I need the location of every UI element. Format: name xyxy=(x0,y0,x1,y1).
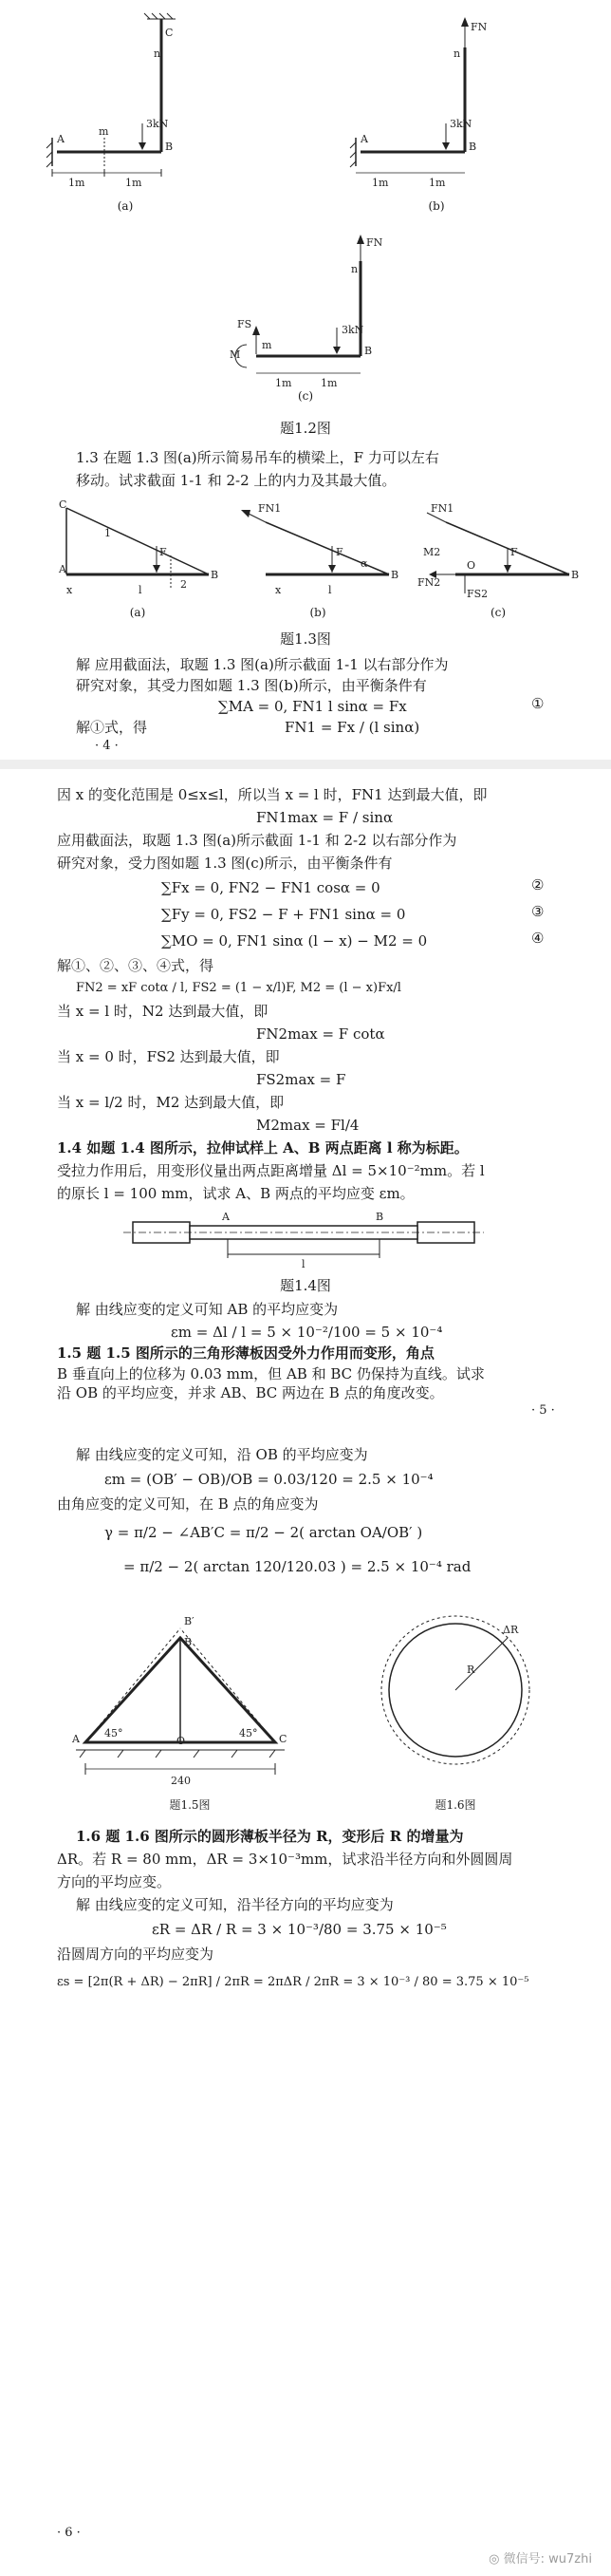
p5-eq5: FN2 = xF cotα / l, FS2 = (1 − x/l)F, M2 = (l − x)Fx/l xyxy=(76,981,401,995)
dim-1: 1m xyxy=(372,177,389,189)
p6-line2: 由角应变的定义可知，在 B 点的角应变为 xyxy=(57,1495,319,1513)
p5-line11: 解 由线应变的定义可知 AB 的平均应变为 xyxy=(76,1301,339,1318)
svg-text:F: F xyxy=(510,546,518,558)
p5-line7: 当 x = l/2 时，M2 达到最大值，即 xyxy=(57,1094,285,1111)
page-4 xyxy=(0,0,611,736)
svg-text:FS2: FS2 xyxy=(467,588,489,600)
p5-line8: 1.4 如题 1.4 图所示，拉伸试样上 A、B 两点距离 l 称为标距。 xyxy=(57,1139,469,1156)
page-separator xyxy=(0,760,611,769)
p6-line7: 沿圆周方向的平均应变为 xyxy=(57,1946,214,1963)
p5-eq2-num: ② xyxy=(531,876,545,893)
svg-text:B: B xyxy=(571,569,580,581)
p5-line1: 因 x 的变化范围是 0≤x≤l，所以当 x = l 时，FN1 达到最大值，即 xyxy=(57,786,488,803)
p5-line3: 研究对象，受力图如题 1.3 图(c)所示，由平衡条件有 xyxy=(57,855,393,872)
figure-1-6 xyxy=(370,1605,541,1776)
label-m: m xyxy=(99,125,109,138)
figure-1-3a xyxy=(57,498,218,603)
figure-1-2c xyxy=(209,233,398,394)
svg-text:F: F xyxy=(336,546,343,558)
watermark-text: 微信号: wu7zhi xyxy=(503,2552,592,2567)
figure-caption-1-5: 题1.5图 xyxy=(169,1798,211,1812)
svg-text:1: 1 xyxy=(104,527,111,539)
figure-caption-1-6: 题1.6图 xyxy=(435,1798,476,1812)
page-number-6: · 6 · xyxy=(57,2526,81,2540)
equation-1b: FN1 = Fx / (l sinα) xyxy=(285,719,420,736)
svg-text:FN1: FN1 xyxy=(431,502,454,515)
svg-text:M2: M2 xyxy=(423,546,441,558)
label-FN: FN xyxy=(366,236,383,249)
equation-1-number: ① xyxy=(531,695,545,712)
label-n: n xyxy=(351,263,359,275)
sub-caption-1-3c: (c) xyxy=(490,606,507,619)
page-6 xyxy=(0,1434,611,2576)
svg-text:B: B xyxy=(391,569,399,581)
p5-line6: 当 x = 0 时，FS2 达到最大值，即 xyxy=(57,1048,280,1065)
svg-text:2: 2 xyxy=(180,578,187,591)
svg-text:l: l xyxy=(139,584,142,596)
svg-text:x: x xyxy=(275,584,282,596)
p5-eq3: ∑Fy = 0, FS2 − F + FN1 sinα = 0 xyxy=(161,906,406,923)
svg-text:B: B xyxy=(211,569,219,581)
figure-1-5 xyxy=(66,1600,304,1790)
p5-line4: 解①、②、③、④式，得 xyxy=(57,957,214,974)
p6-eq2b: = π/2 − 2( arctan 120/120.03 ) = 2.5 × 10⁻⁴ rad xyxy=(123,1558,472,1575)
label-R: R xyxy=(467,1664,475,1676)
equation-1: ∑MA = 0, FN1 l sinα = Fx xyxy=(218,698,407,715)
label-B: B xyxy=(376,1211,384,1223)
p6-line3: 1.6 题 1.6 图所示的圆形薄板半径为 R，变形后 R 的增量为 xyxy=(76,1828,464,1845)
svg-text:A: A xyxy=(59,563,66,575)
svg-text:x: x xyxy=(66,584,73,596)
solution-line3: 解①式，得 xyxy=(76,719,148,736)
label-n: n xyxy=(454,47,461,60)
label-l: l xyxy=(302,1258,306,1270)
dim-2: 1m xyxy=(321,377,338,389)
p6-line4: ΔR。若 R = 80 mm，ΔR = 3×10⁻³mm，试求沿半径方向和外圆圆周 xyxy=(57,1851,513,1868)
label-A: A xyxy=(57,133,65,145)
label-FS: FS xyxy=(237,318,252,330)
p6-line6: 解 由线应变的定义可知，沿半径方向的平均应变为 xyxy=(76,1896,394,1913)
label-A: A xyxy=(361,133,368,145)
p5-eq7: FS2max = F xyxy=(256,1071,346,1088)
sub-caption-1-3b: (b) xyxy=(309,606,326,619)
sub-caption-c: (c) xyxy=(297,389,314,403)
wechat-icon: ◎ xyxy=(489,2552,504,2567)
p5-eq6: FN2max = F cotα xyxy=(256,1025,385,1043)
svg-text:C: C xyxy=(59,498,67,511)
figure-1-2a xyxy=(38,9,209,199)
watermark xyxy=(489,2548,592,2567)
label-Bp: B′ xyxy=(184,1615,194,1627)
label-M: M xyxy=(230,348,241,361)
label-dR: ΔR xyxy=(503,1624,519,1636)
label-n: n xyxy=(154,47,161,60)
page-number-4: · 4 · xyxy=(95,739,119,753)
label-B: B xyxy=(364,345,373,357)
p5-eq1: FN1max = F / sinα xyxy=(256,809,394,826)
label-A: A xyxy=(72,1733,80,1745)
label-45a: 45° xyxy=(104,1727,123,1739)
sub-caption-1-3a: (a) xyxy=(129,606,146,619)
p6-eq1: εm = (OB′ − OB)/OB = 0.03/120 = 2.5 × 10⁻⁴ xyxy=(104,1471,434,1488)
solution-line2: 研究对象，其受力图如题 1.3 图(b)所示，由平衡条件有 xyxy=(76,677,427,694)
p6-line1: 解 由线应变的定义可知，沿 OB 的平均应变为 xyxy=(76,1446,368,1463)
label-45b: 45° xyxy=(239,1727,258,1739)
figure-caption-1-3: 题1.3图 xyxy=(280,630,331,648)
p6-eq3: εR = ΔR / R = 3 × 10⁻³/80 = 3.75 × 10⁻⁵ xyxy=(152,1921,447,1938)
page-number-5: · 5 · xyxy=(531,1403,555,1418)
label-m: m xyxy=(262,339,272,351)
page-5 xyxy=(0,774,611,1382)
dim-1: 1m xyxy=(275,377,292,389)
figure-1-3b xyxy=(237,498,398,603)
p5-line9: 受拉力作用后，用变形仪量出两点距离增量 Δl = 5×10⁻²mm。若 l xyxy=(57,1162,485,1179)
label-B: B xyxy=(469,141,477,153)
p5-line12: 1.5 题 1.5 图所示的三角形薄板因受外力作用而变形，角点 xyxy=(57,1344,435,1362)
p6-eq2a: γ = π/2 − ∠AB′C = π/2 − 2( arctan OA/OB′ ) xyxy=(104,1524,423,1541)
load-label: 3kN xyxy=(146,118,169,130)
p5-line14: 沿 OB 的平均应变，并求 AB、BC 两边在 B 点的角度改变。 xyxy=(57,1384,444,1401)
svg-text:l: l xyxy=(328,584,332,596)
dim-2: 1m xyxy=(125,177,142,189)
p5-eq8: M2max = Fl/4 xyxy=(256,1117,360,1134)
svg-text:FN2: FN2 xyxy=(417,576,441,589)
label-O: O xyxy=(176,1735,186,1747)
svg-text:F: F xyxy=(159,546,167,558)
label-C: C xyxy=(279,1733,287,1745)
figure-caption-1-2: 题1.2图 xyxy=(280,420,331,437)
svg-text:FN1: FN1 xyxy=(258,502,282,515)
svg-text:O: O xyxy=(467,559,476,572)
p5-line10: 的原长 l = 100 mm，试求 A、B 两点的平均应变 εm。 xyxy=(57,1185,415,1202)
p5-line5: 当 x = l 时，N2 达到最大值，即 xyxy=(57,1003,268,1020)
problem-1-3-line2: 移动。试求截面 1-1 和 2-2 上的内力及其最大值。 xyxy=(76,472,397,489)
p5-eq3-num: ③ xyxy=(531,903,545,920)
label-FN: FN xyxy=(471,21,488,33)
p5-eq9: εm = Δl / l = 5 × 10⁻²/100 = 5 × 10⁻⁴ xyxy=(171,1324,443,1341)
label-C: C xyxy=(165,27,174,39)
dim-1: 1m xyxy=(68,177,85,189)
figure-1-2b xyxy=(342,9,512,199)
label-B: B xyxy=(165,141,174,153)
p5-eq2: ∑Fx = 0, FN2 − FN1 cosα = 0 xyxy=(161,879,380,896)
label-B: B xyxy=(184,1636,193,1648)
sub-caption-a: (a) xyxy=(117,199,134,213)
solution-line1: 解 应用截面法，取题 1.3 图(a)所示截面 1-1 以右部分作为 xyxy=(76,656,449,673)
sub-caption-b: (b) xyxy=(428,199,445,213)
p6-line5: 方向的平均应变。 xyxy=(57,1873,172,1890)
problem-1-3-line1: 1.3 在题 1.3 图(a)所示简易吊车的横梁上，F 力可以左右 xyxy=(76,449,439,466)
p5-line13: B 垂直向上的位移为 0.03 mm，但 AB 和 BC 仍保持为直线。试求 xyxy=(57,1365,485,1382)
dim-2: 1m xyxy=(429,177,446,189)
load-label: 3kN xyxy=(450,118,472,130)
figure-caption-1-4: 题1.4图 xyxy=(280,1277,331,1294)
load-label: 3kN xyxy=(342,324,364,336)
figure-1-3c xyxy=(417,498,579,603)
label-A: A xyxy=(222,1211,230,1223)
svg-text:α: α xyxy=(361,557,368,570)
p5-line2: 应用截面法，取题 1.3 图(a)所示截面 1-1 和 2-2 以右部分作为 xyxy=(57,832,457,849)
label-240: 240 xyxy=(171,1775,191,1787)
figure-1-4 xyxy=(133,1213,474,1269)
p5-eq4-num: ④ xyxy=(531,930,545,947)
p6-eq4: εs = [2π(R + ΔR) − 2πR] / 2πR = 2πΔR / 2πR = 3 × 10⁻³ / 80 = 3.75 × 10⁻⁵ xyxy=(57,1975,529,1989)
p5-eq4: ∑MO = 0, FN1 sinα (l − x) − M2 = 0 xyxy=(161,932,428,950)
